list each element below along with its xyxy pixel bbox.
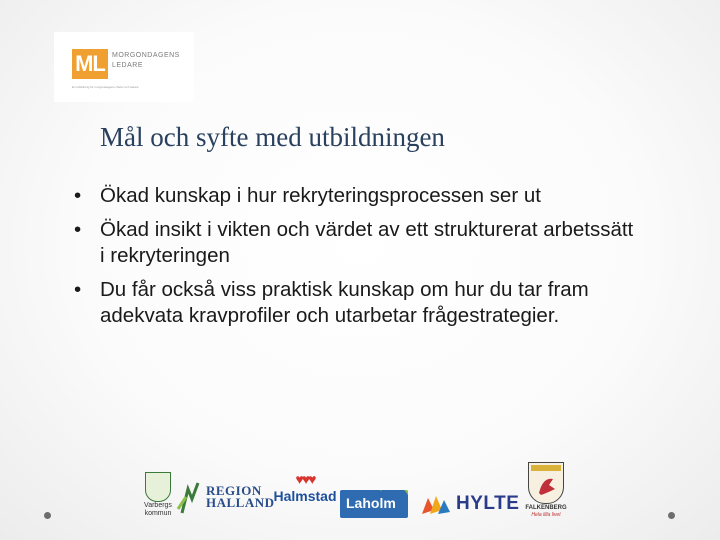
corner-dot-right: [668, 512, 675, 519]
bullet-text: Ökad insikt i vikten och värdet av ett strukturerat arbetssätt i rekryteringen: [100, 217, 634, 267]
bullet-icon: •: [74, 184, 82, 207]
varberg-shield-icon: [145, 472, 171, 502]
bullet-text: Du får också viss praktisk kunskap om hur du tar fram adekvata kravprofiler och utarbetar frågestrategier.: [100, 277, 589, 327]
morgondagens-ledare-logo: [54, 32, 194, 102]
region-halland-mark-icon: [176, 479, 204, 515]
bullet-icon: •: [74, 217, 82, 241]
bullet-item: [74, 277, 634, 330]
laholm-logo: Laholm: [340, 490, 408, 518]
ml-logo-tagline: En utbildning för morgondagens chefer och ledare: [72, 85, 139, 89]
falkenberg-logo: FALKENBERG Hela lilla livet: [522, 462, 570, 522]
bullet-item: [74, 183, 634, 210]
hylte-mark-icon: [420, 492, 452, 518]
hearts-icon: ♥♥♥: [295, 471, 315, 487]
halmstad-logo: ♥♥♥ Halmstad: [270, 470, 340, 516]
corner-dot-left: [44, 512, 51, 519]
hylte-logo: HYLTE: [420, 490, 516, 520]
region-halland-logo: REGION HALLAND: [176, 479, 268, 515]
slide-title: Mål och syfte med utbildningen: [100, 122, 445, 152]
varberg-logo: Varbergs kommun: [140, 472, 176, 520]
bullet-list: [74, 183, 634, 337]
ml-logo-name: MORGONDAGENS LEDARE: [112, 52, 180, 69]
falkenberg-shield-icon: [528, 462, 564, 504]
ml-logo-mark: ML: [72, 49, 108, 79]
bullet-icon: •: [74, 277, 82, 301]
bullet-item: [74, 217, 634, 270]
partner-logos: [140, 462, 580, 522]
bullet-text: Ökad kunskap i hur rekryteringsprocessen ser ut: [100, 184, 541, 207]
